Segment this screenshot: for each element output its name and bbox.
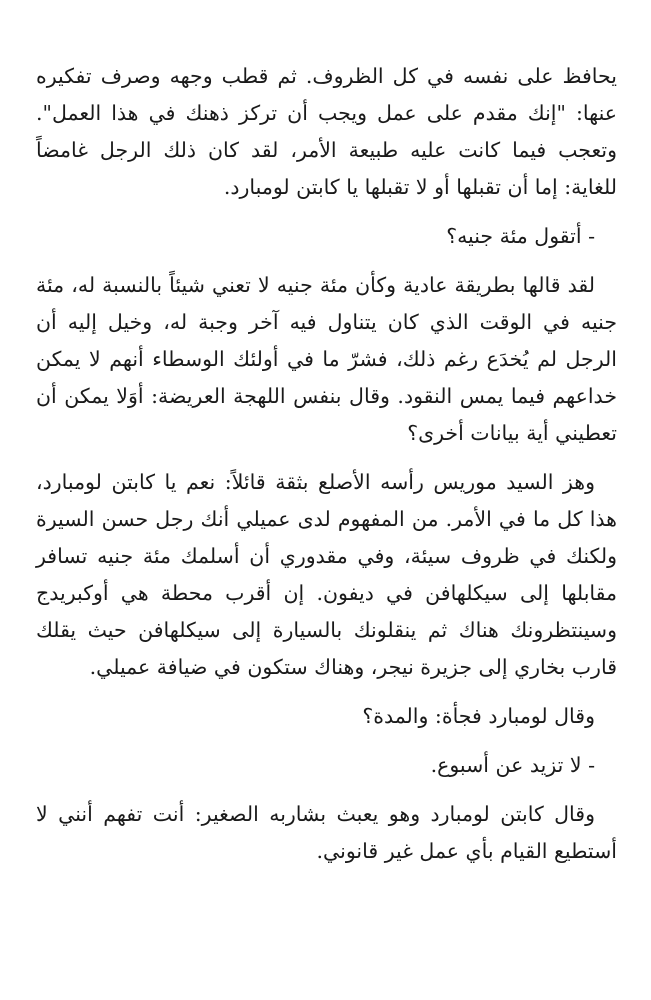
paragraph: وقال كابتن لومبارد وهو يعبث بشاربه الصغير: أنت تفهم أنني لا أستطيع القيام بأي عمل غير قانوني.	[36, 802, 617, 863]
paragraph: وهز السيد موريس رأسه الأصلع بثقة قائلاً: نعم يا كابتن لومبارد، هذا كل ما في الأمر. من المفهوم لدى عميلي أنك رجل حسن السيرة ولكنك في ظروف سيئة، وفي مقدوري أن أسلمك مئة جنيه تسافر مقابلها إلى سيكلهافن في ديفون. إن أقرب محطة هي أوكبريدج وسينتظرونك هناك ثم ينقلونك بالسيارة إلى سيكلهافن حيث يقلك قارب بخاري إلى جزيرة نيجر، وهناك ستكون في ضيافة عميلي.	[36, 470, 617, 679]
paragraph: لقد قالها بطريقة عادية وكأن مئة جنيه لا تعني شيئاً بالنسبة له، مئة جنيه في الوقت الذي كان يتناول فيه آخر وجبة له، وخيل إليه أن الرجل لم يُخدَع رغم ذلك، فشرّ ما في أولئك الوسطاء أنهم لا يمكن خداعهم فيما يمس النقود. وقال بنفس اللهجة العريضة: أوَلا يمكن أن تعطيني أية بيانات أخرى؟	[36, 273, 617, 445]
dialog-line: - أتقول مئة جنيه؟	[446, 224, 595, 248]
paragraph: وقال لومبارد فجأة: والمدة؟	[362, 704, 595, 728]
dialog-line: - لا تزيد عن أسبوع.	[430, 753, 595, 777]
paragraph: يحافظ على نفسه في كل الظروف. ثم قطب وجهه وصرف تفكيره عنها: "إنك مقدم على عمل ويجب أن تركز ذهنك في هذا العمل". وتعجب فيما كانت عليه طبيعة الأمر، لقد كان ذلك الرجل غامضاً للغاية: إما أن تقبلها أو لا تقبلها يا كابتن لومبارد.	[36, 64, 617, 199]
